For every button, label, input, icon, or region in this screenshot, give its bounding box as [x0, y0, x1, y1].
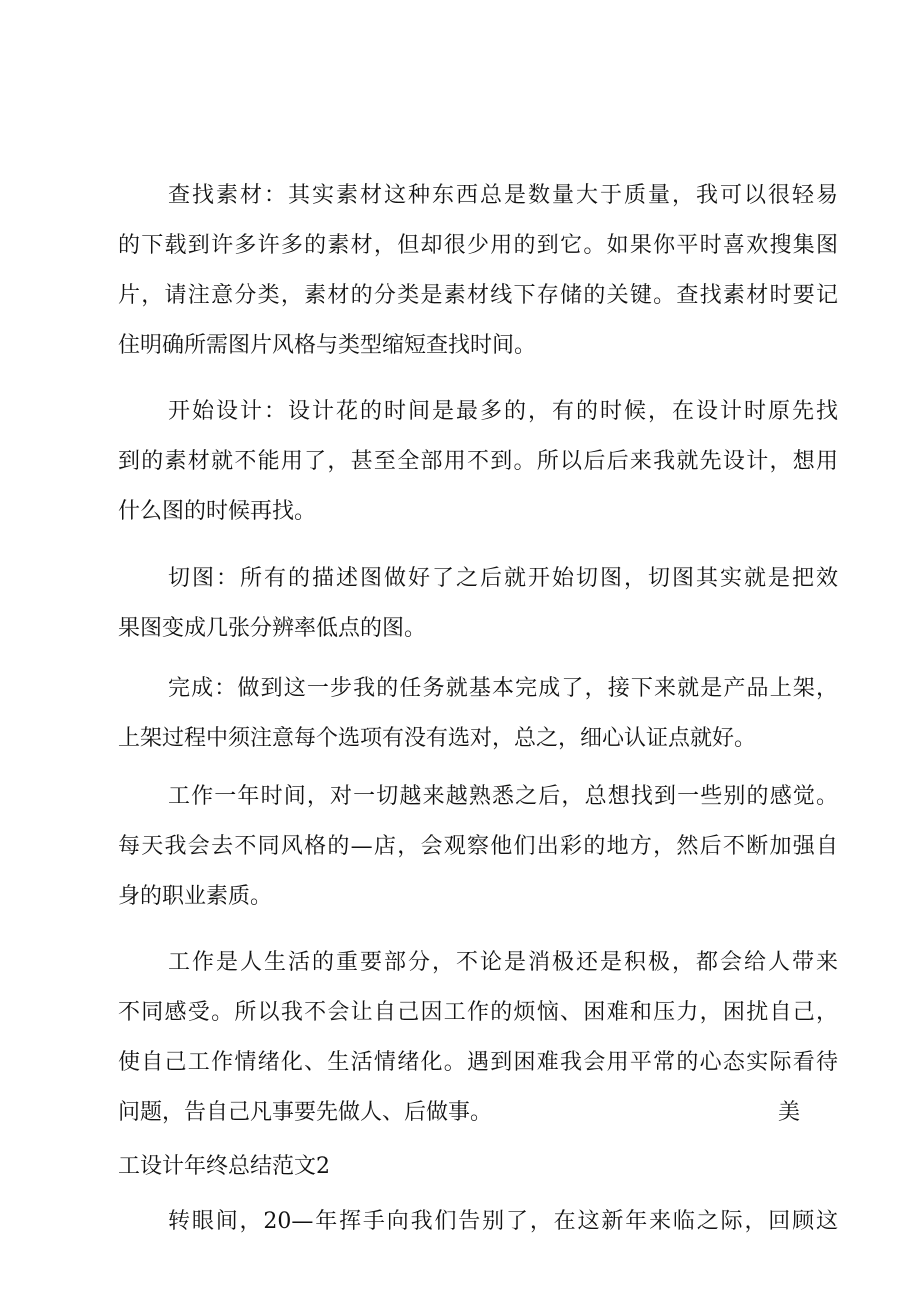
paragraph-line: 片，请注意分类，素材的分类是素材线下存储的关键。查找素材时要记	[118, 283, 838, 308]
paragraph-line: 查找素材：其实素材这种东西总是数量大于质量，我可以很轻易	[168, 183, 838, 208]
paragraph-line: 问题，告自己凡事要先做人、后做事。	[118, 1100, 493, 1125]
paragraph-line: 到的素材就不能用了，甚至全部用不到。所以后后来我就先设计，想用	[118, 449, 838, 474]
paragraph-line: 开始设计：设计花的时间是最多的，有的时候，在设计时原先找	[168, 399, 838, 424]
paragraph-line: 的下载到许多许多的素材，但却很少用的到它。如果你平时喜欢搜集图	[118, 233, 838, 258]
paragraph-line: 什么图的时候再找。	[118, 499, 317, 524]
paragraph-line: 使自己工作情绪化、生活情绪化。遇到困难我会用平常的心态实际看待	[118, 1050, 838, 1075]
paragraph-line: 工作是人生活的重要部分，不论是消极还是积极，都会给人带来	[168, 950, 838, 975]
paragraph-line: 工作一年时间，对一切越来越熟悉之后，总想找到一些别的感觉。	[168, 784, 838, 809]
section-heading: 工设计年终总结范文2	[118, 1154, 330, 1179]
heading-fragment: 美	[778, 1100, 801, 1125]
paragraph-line: 完成：做到这一步我的任务就基本完成了，接下来就是产品上架，	[168, 676, 838, 701]
paragraph-line: 上架过程中须注意每个选项有没有选对，总之，细心认证点就好。	[118, 726, 757, 751]
paragraph-line: 切图：所有的描述图做好了之后就开始切图，切图其实就是把效	[168, 566, 838, 591]
paragraph-line: 转眼间，20—年挥手向我们告别了，在这新年来临之际，回顾这	[168, 1209, 838, 1234]
paragraph-line: 不同感受。所以我不会让自己因工作的烦恼、困难和压力，困扰自己，	[118, 1000, 838, 1025]
paragraph-line: 身的职业素质。	[118, 884, 273, 909]
paragraph-line: 果图变成几张分辨率低点的图。	[118, 616, 427, 641]
paragraph-line: 住明确所需图片风格与类型缩短查找时间。	[118, 333, 537, 358]
paragraph-line: 每天我会去不同风格的—店，会观察他们出彩的地方，然后不断加强自	[118, 834, 838, 859]
